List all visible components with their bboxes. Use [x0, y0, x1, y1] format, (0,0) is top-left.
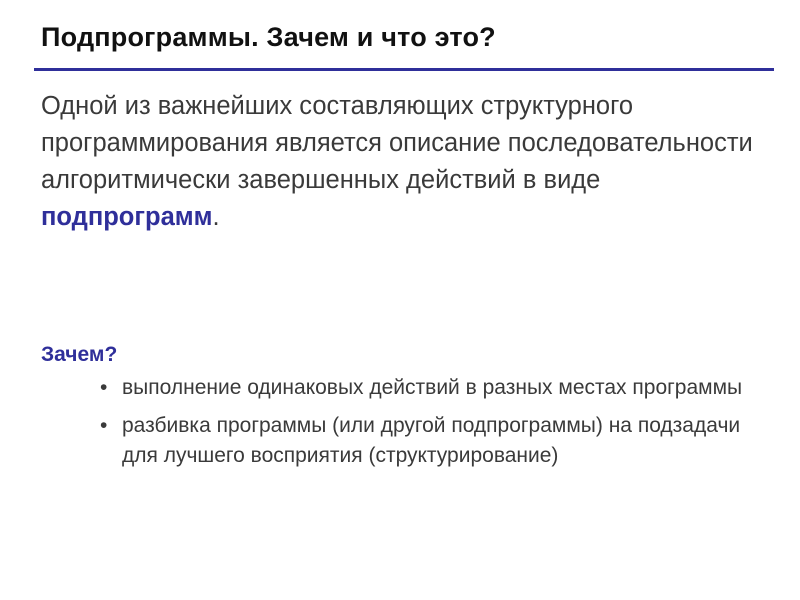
intro-paragraph — [41, 88, 761, 236]
list-item — [100, 411, 780, 471]
slide-title: Подпрограммы. Зачем и что это? — [41, 22, 496, 52]
intro-text: Одной из важнейших составляющих структурного программирования является описание последовательности алгоритмически завершенных действий в виде — [41, 92, 753, 194]
list-item-text: выполнение одинаковых действий в разных местах программы — [122, 376, 743, 399]
list-item — [100, 373, 780, 403]
bullet-icon: • — [100, 376, 108, 399]
intro-end: . — [212, 203, 220, 231]
title-underline — [34, 68, 774, 71]
reasons-list — [100, 373, 780, 479]
intro-highlight: подпрограмм — [41, 203, 213, 231]
list-item-text: разбивка программы (или другой подпрограммы) на подзадачи для лучшего восприятия (структурирование) — [122, 414, 741, 467]
why-heading: Зачем? — [41, 343, 118, 366]
bullet-icon: • — [100, 414, 108, 437]
